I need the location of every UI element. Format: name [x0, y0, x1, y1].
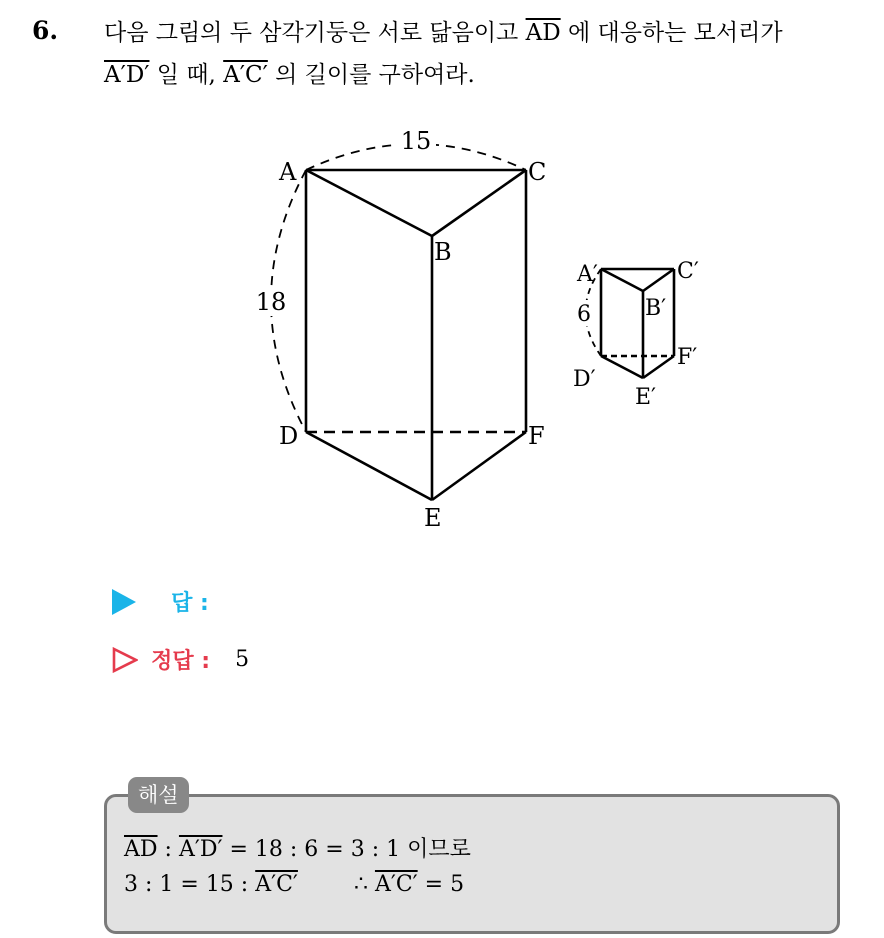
- vertex-label-f-prime: F′: [677, 345, 698, 370]
- therefore-symbol: ∴: [353, 872, 375, 897]
- answer-label: 답 :: [171, 591, 209, 616]
- explanation-text: :: [157, 837, 179, 862]
- explanation-line-2: [124, 872, 464, 897]
- answer-key-label: 정답 :: [151, 649, 211, 674]
- edge-e-prime-f-prime: [643, 356, 674, 378]
- edge-ab: [306, 170, 432, 236]
- vertex-label-a: A: [279, 158, 297, 186]
- segment-ad: $\overline{AD}$: [525, 20, 561, 46]
- edge-length-6: 6: [577, 302, 591, 327]
- question-number: 6.: [32, 16, 59, 45]
- vertex-label-f: F: [528, 422, 545, 450]
- edge-b-prime-c-prime: [643, 269, 674, 291]
- explanation-text: 3 : 1 = 15 :: [124, 872, 256, 897]
- vertex-label-b-prime: B′: [645, 296, 667, 321]
- question-text: 에 대응하는 모서리가: [560, 20, 783, 46]
- segment-a-prime-c-prime: A′C′: [374, 872, 418, 897]
- question-text: 의 길이를 구하여라.: [267, 62, 475, 88]
- explanation-text: = 5: [417, 872, 465, 897]
- vertex-label-a-prime: A′: [577, 262, 598, 287]
- explanation-box: [104, 794, 840, 934]
- play-triangle-icon: [112, 589, 136, 615]
- vertex-label-e: E: [424, 504, 442, 532]
- edge-ef: [432, 432, 526, 500]
- vertex-label-c: C: [528, 158, 547, 186]
- question-text: 일 때,: [149, 62, 224, 88]
- segment-a-prime-c-prime: A′C′: [223, 62, 268, 88]
- vertex-label-b: B: [434, 238, 452, 266]
- outline-triangle-icon: [112, 647, 138, 673]
- small-prism: [586, 269, 675, 378]
- edge-de: [306, 432, 432, 500]
- vertex-label-d-prime: D′: [573, 367, 596, 392]
- edge-bc: [432, 170, 526, 236]
- large-prism: [271, 144, 526, 500]
- question-text: 다음 그림의 두 삼각기둥은 서로 닮음이고: [104, 20, 526, 46]
- edge-d-prime-e-prime: [601, 356, 643, 378]
- explanation-tab: 해설: [128, 777, 189, 813]
- answer-key-row: [112, 644, 249, 675]
- vertex-label-d: D: [279, 422, 299, 450]
- segment-a-prime-d-prime: A′D′: [178, 837, 223, 862]
- edge-a-prime-b-prime: [601, 269, 643, 291]
- segment-a-prime-d-prime: A′D′: [104, 62, 150, 88]
- segment-ad: $\overline{AD}$: [124, 837, 158, 862]
- edge-length-15: 15: [400, 127, 432, 155]
- answer-row: [112, 586, 209, 617]
- explanation-line-1: [124, 832, 471, 863]
- segment-a-prime-c-prime: A′C′: [255, 872, 298, 897]
- edge-length-18: 18: [255, 288, 287, 316]
- explanation-text: = 18 : 6 = 3 : 1 이므로: [222, 837, 471, 862]
- vertex-label-e-prime: E′: [635, 385, 657, 410]
- vertex-label-c-prime: C′: [677, 259, 699, 284]
- answer-key-value: 5: [235, 647, 250, 672]
